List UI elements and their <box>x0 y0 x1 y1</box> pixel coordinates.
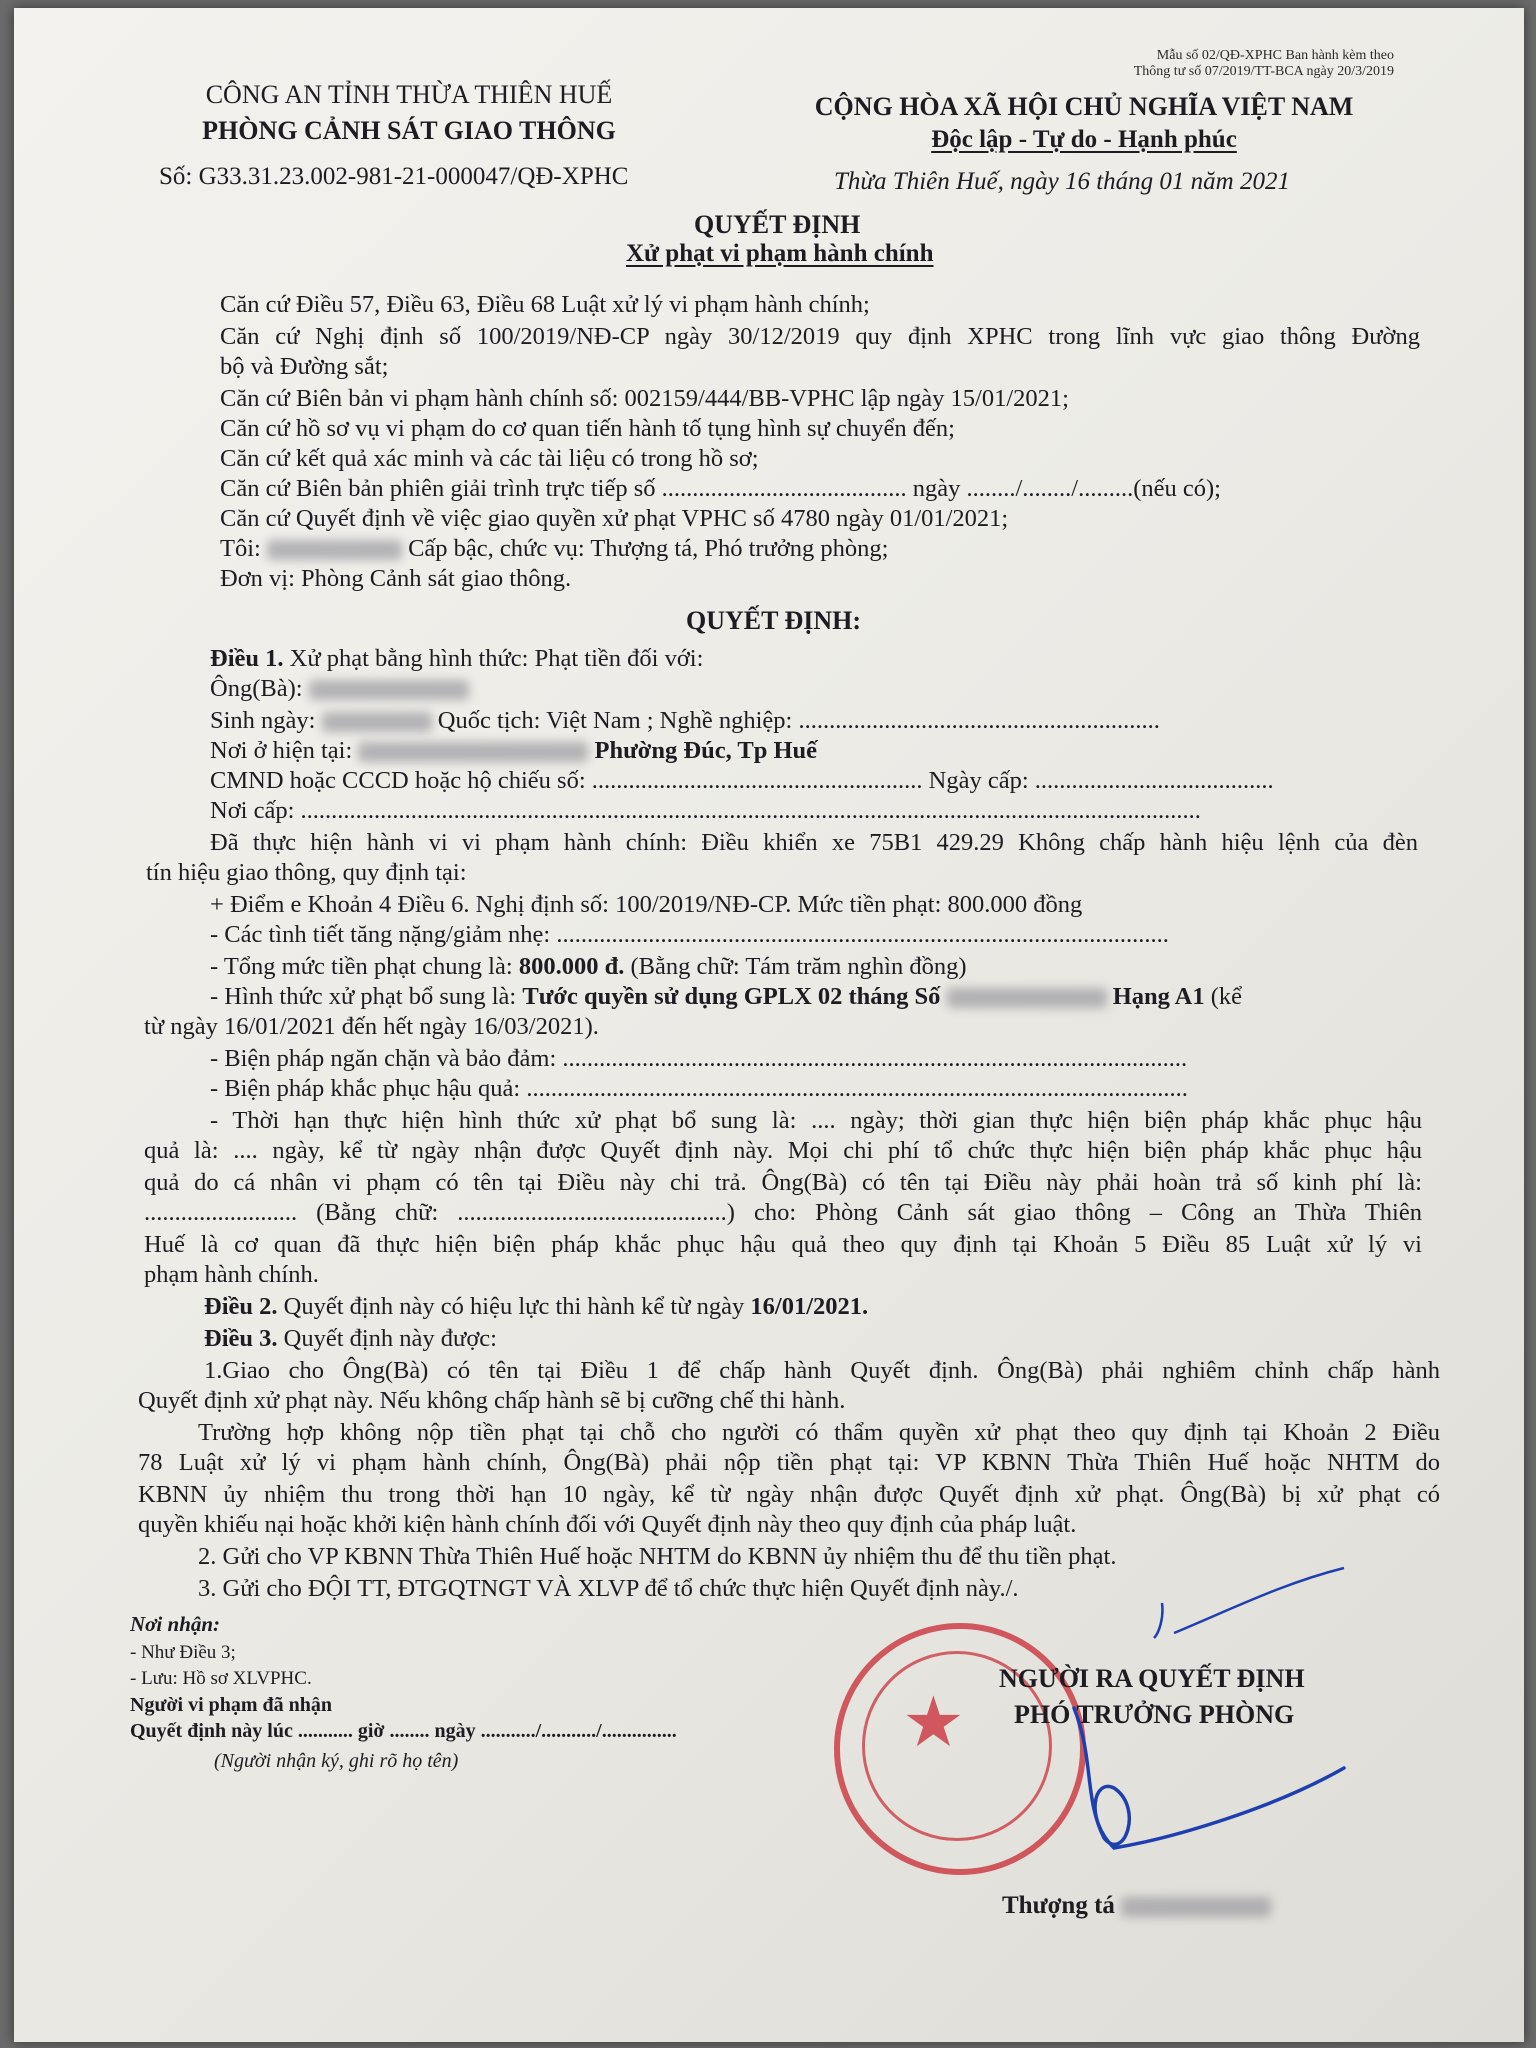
article2-line <box>204 1292 868 1322</box>
basis-line: Căn cứ Điều 57, Điều 63, Điều 68 Luật xử lý vi phạm hành chính; <box>220 291 870 318</box>
article2-label: Điều 2. <box>204 1293 278 1320</box>
redacted-signer-name <box>1121 1897 1271 1917</box>
decision-subtitle: Xử phạt vi phạm hành chính <box>626 240 934 267</box>
id-line: CMND hoặc CCCD hoặc hộ chiếu số: ...................................................... Ngày cấp: ....................................... <box>210 767 1274 794</box>
license-class: Hạng A1 <box>1112 983 1205 1010</box>
payment-line: quyền khiếu nại hoặc khởi kiện hành chính đối với Quyết định này theo quy định của pháp luật. <box>138 1511 1077 1538</box>
nationality-occupation: Quốc tịch: Việt Nam ; Nghề nghiệp: ........................................................... <box>437 707 1160 734</box>
total-fine-amount: 800.000 đ. <box>518 953 625 980</box>
basis-line: Căn cứ Biên bản phiên giải trình trực tiếp số ........................................ ngày ......../......../.........(nếu có); <box>220 475 1221 502</box>
total-fine-prefix: - Tổng mức tiền phạt chung là: <box>210 953 513 980</box>
recipient-item: - Như Điều 3; <box>130 1642 236 1663</box>
article3-line <box>204 1324 497 1354</box>
redacted-officer-name <box>267 540 402 560</box>
dob-label: Sinh ngày: <box>210 707 316 734</box>
form-note-line2: Thông tư số 07/2019/TT-BCA ngày 20/3/2019 <box>1133 64 1394 79</box>
address-label: Nơi ở hiện tại: <box>210 737 353 764</box>
article1-label: Điều 1. <box>210 645 284 672</box>
officer-rank-position: Cấp bậc, chức vụ: Thượng tá, Phó trưởng phòng; <box>408 535 889 562</box>
violation-line: Đã thực hiện hành vi vi phạm hành chính: Điều khiển xe 75B1 429.29 Không chấp hành hiệu lệnh của đèn <box>210 829 1418 856</box>
article3-label: Điều 3. <box>204 1325 278 1352</box>
header-motto: Độc lập - Tự do - Hạnh phúc <box>931 126 1237 153</box>
deadline-line: Huế là cơ quan đã thực hiện biện pháp khắc phục hậu quả theo quy định tại Khoản 5 Điều 85 Luật xử lý vi <box>144 1231 1422 1258</box>
redacted-address <box>358 742 588 762</box>
name-label: Ông(Bà): <box>210 675 303 702</box>
basis-line: Căn cứ kết quả xác minh và các tài liệu có trong hồ sơ; <box>220 445 759 472</box>
payment-line: KBNN ủy nhiệm thu trong thời hạn 10 ngày, kể từ ngày nhận được Quyết định xử phạt. Ông(Bà) bị xử phạt có <box>138 1481 1440 1508</box>
redacted-violator-name <box>309 680 469 700</box>
dob-line <box>210 706 1160 736</box>
article3-item1: Quyết định xử phạt này. Nếu không chấp hành sẽ bị cưỡng chế thi hành. <box>138 1387 846 1414</box>
article3-item1: 1.Giao cho Ông(Bà) có tên tại Điều 1 để chấp hành Quyết định. Ông(Bà) phải nghiêm chỉnh chấp hành <box>204 1357 1440 1384</box>
deadline-line: ......................... (Bằng chữ: ............................................) cho: Phòng Cảnh sát giao thông – Công an Thừa Thiên <box>144 1199 1422 1226</box>
address-value: Phường Đúc, Tp Huế <box>594 737 818 764</box>
deadline-line: quả do cá nhân vi phạm có tên tại Điều này chi trả. Ông(Bà) có tên tại Điều này phải hoàn trả số kinh phí là: <box>144 1169 1422 1196</box>
circumstances-line: - Các tình tiết tăng nặng/giảm nhẹ: .................................................................................................... <box>210 921 1169 948</box>
basis-line: Căn cứ Nghị định số 100/2019/NĐ-CP ngày 30/12/2019 quy định XPHC trong lĩnh vực giao thông Đường <box>220 323 1420 350</box>
deadline-line: quả là: .... ngày, kể từ ngày nhận được Quyết định này. Mọi chi phí tổ chức thực hiện biện pháp khắc phục hậu <box>144 1137 1422 1164</box>
deadline-line: - Thời hạn thực hiện hình thức xử phạt bổ sung là: .... ngày; thời gian thực hiện biện pháp khắc phục hậu <box>210 1107 1422 1134</box>
officer-line <box>220 534 888 564</box>
deadline-line: phạm hành chính. <box>144 1261 319 1288</box>
basis-line: bộ và Đường sắt; <box>220 353 389 380</box>
prevention-line: - Biện pháp ngăn chặn và bảo đảm: ...................................................................................................... <box>210 1045 1188 1072</box>
seal-star-icon: ★ <box>902 1685 965 1762</box>
recipient-item: - Lưu: Hồ sơ XLVPHC. <box>130 1668 312 1689</box>
form-note <box>1044 48 1394 80</box>
article1-text: Xử phạt bằng hình thức: Phạt tiền đối với: <box>289 645 704 672</box>
decision-title: QUYẾT ĐỊNH <box>694 210 861 239</box>
total-fine-words: (Bằng chữ: Tám trăm nghìn đồng) <box>630 953 967 980</box>
violation-line: tín hiệu giao thông, quy định tại: <box>146 859 467 886</box>
additional-penalty-prefix: - Hình thức xử phạt bổ sung là: <box>210 983 517 1010</box>
recipients-heading: Nơi nhận: <box>130 1612 221 1636</box>
header-country: CỘNG HÒA XÃ HỘI CHỦ NGHĨA VIỆT NAM <box>814 92 1354 121</box>
signer-rank: Thượng tá <box>1002 1892 1115 1919</box>
regulation-point: + Điểm e Khoản 4 Điều 6. Nghị định số: 100/2019/NĐ-CP. Mức tiền phạt: 800.000 đồng <box>210 891 1083 918</box>
additional-penalty-line <box>210 982 1242 1012</box>
acknowledgement-line: Quyết định này lúc ........... giờ ........ ngày .........../.........../............... <box>130 1720 677 1742</box>
redacted-dob <box>322 712 432 732</box>
document-number: Số: G33.31.23.002-981-21-000047/QĐ-XPHC <box>159 163 629 190</box>
article1-line <box>210 644 703 674</box>
address-line <box>210 736 817 766</box>
acknowledgement-line: Người vi phạm đã nhận <box>130 1694 333 1716</box>
payment-line: 78 Luật xử lý vi phạm hành chính, Ông(Bà) phải nộp tiền phạt tại: VP KBNN Thừa Thiên Huế hoặc NHTM do <box>138 1449 1440 1476</box>
article3-text: Quyết định này được: <box>283 1325 497 1352</box>
article3-item2: 2. Gửi cho VP KBNN Thừa Thiên Huế hoặc NHTM do KBNN ủy nhiệm thu để thu tiền phạt. <box>198 1543 1117 1570</box>
name-line <box>210 674 469 704</box>
header-place-date: Thừa Thiên Huế, ngày 16 tháng 01 năm 2021 <box>834 168 1290 195</box>
signer-title: NGƯỜI RA QUYẾT ĐỊNH <box>999 1664 1305 1693</box>
additional-penalty-text: Tước quyền sử dụng GPLX 02 tháng Số <box>522 983 941 1010</box>
basis-line: Căn cứ Biên bản vi phạm hành chính số: 002159/444/BB-VPHC lập ngày 15/01/2021; <box>220 385 1069 412</box>
payment-line: Trường hợp không nộp tiền phạt tại chỗ cho người có thẩm quyền xử phạt theo quy định tại Khoản 2 Điều <box>198 1419 1440 1446</box>
signature-stroke <box>1134 1563 1354 1643</box>
remedy-line: - Biện pháp khắc phục hậu quả: ............................................................................................................ <box>210 1075 1188 1102</box>
additional-penalty-tail: (kể <box>1210 983 1243 1010</box>
officer-label: Tôi: <box>220 535 261 562</box>
unit-line: Đơn vị: Phòng Cảnh sát giao thông. <box>220 565 572 592</box>
basis-line: Căn cứ Quyết định về việc giao quyền xử phạt VPHC số 4780 ngày 01/01/2021; <box>220 505 1009 532</box>
header-department: PHÒNG CẢNH SÁT GIAO THÔNG <box>202 116 616 145</box>
additional-penalty-period: từ ngày 16/01/2021 đến hết ngày 16/03/2021). <box>144 1013 599 1040</box>
form-note-line1: Mẫu số 02/QĐ-XPHC Ban hành kèm theo <box>1156 48 1394 63</box>
basis-line: Căn cứ hồ sơ vụ vi phạm do cơ quan tiến hành tố tụng hình sự chuyển đến; <box>220 415 955 442</box>
issue-place-line: Nơi cấp: ................................................................................................................................................... <box>210 797 1201 824</box>
article3-item3: 3. Gửi cho ĐỘI TT, ĐTGQTNGT VÀ XLVP để tổ chức thực hiện Quyết định này./. <box>198 1575 1019 1602</box>
signature-mark <box>1014 1648 1494 1908</box>
article2-text: Quyết định này có hiệu lực thi hành kể từ ngày <box>283 1293 745 1320</box>
header-agency: CÔNG AN TỈNH THỪA THIÊN HUẾ <box>205 80 613 109</box>
total-fine-line <box>210 952 966 982</box>
document-page <box>14 8 1524 2042</box>
decision-heading: QUYẾT ĐỊNH: <box>686 606 862 635</box>
signer-rank-line <box>1002 1892 1271 1920</box>
signer-position: PHÓ TRƯỞNG PHÒNG <box>1014 1700 1295 1729</box>
redacted-license-number <box>947 988 1107 1008</box>
acknowledgement-note: (Người nhận ký, ghi rõ họ tên) <box>214 1750 459 1772</box>
article2-date: 16/01/2021. <box>750 1293 869 1320</box>
